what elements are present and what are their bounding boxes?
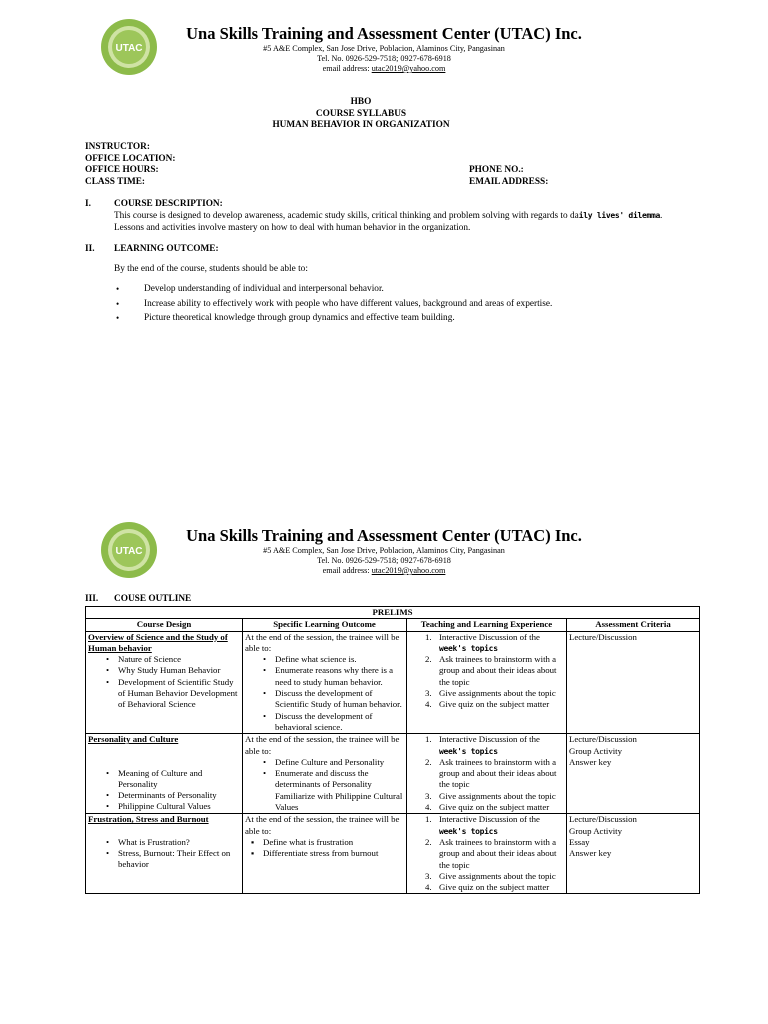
section3-heading: COUSE OUTLINE (114, 594, 192, 604)
item-number: 3. (425, 790, 432, 801)
course-description (114, 210, 714, 234)
phone-label: PHONE NO.: (469, 165, 524, 175)
org-email-link[interactable]: utac2019@yahoo.com (371, 566, 446, 575)
description-text-a: This course is designed to develop awareness, academic study skills, critical thinking and problem solving with regards to da (114, 211, 579, 221)
outcome-intro: At the end of the session, the trainee will be able to: (245, 734, 400, 756)
assessment-item: Lecture/Discussion (569, 734, 637, 745)
email-label: email address: (322, 64, 370, 73)
office-location-label: OFFICE LOCATION: (85, 153, 176, 164)
experience-text: Give quiz on the subject matter (439, 802, 550, 813)
title-line1: HBO (350, 97, 372, 107)
column-header: Assessment Criteria (567, 619, 700, 631)
org-email-line (0, 64, 768, 74)
subtopic-item: • What is Frustration? (118, 837, 240, 848)
topic-title: Frustration, Stress and Burnout (88, 814, 209, 825)
topic-title: Personality and Culture (88, 734, 179, 745)
experience-text: Give quiz on the subject matter (439, 699, 550, 710)
experience-text-b: week's topics (439, 826, 498, 836)
experience-list (409, 814, 564, 893)
subtopic-item: • Nature of Science (118, 654, 240, 665)
table-row (86, 814, 700, 894)
experience-list (409, 734, 564, 813)
experience-item (425, 734, 564, 757)
learning-outcome-cell (243, 631, 407, 734)
title-line2: COURSE SYLLABUS (315, 108, 407, 119)
email-address-label: EMAIL ADDRESS: (469, 176, 549, 187)
assessment-item: Essay (569, 836, 590, 847)
assessment-item: Answer key (569, 756, 612, 767)
description-line2: Lessons and activities involve mastery on how to deal with human behavior in the organization. (114, 222, 471, 233)
title-line3: HUMAN BEHAVIOR IN ORGANIZATION (272, 120, 450, 130)
subtopic-item: • Determinants of Personality (118, 790, 240, 801)
course-outline-table (85, 606, 700, 894)
experience-cell (407, 814, 567, 894)
subtopic-item: • Why Study Human Behavior (118, 665, 240, 676)
item-number: 4. (425, 802, 432, 813)
section1-heading: COURSE DESCRIPTION: (114, 199, 223, 209)
outcome-item: • Discuss the development of Scientific Study of human behavior. (275, 688, 404, 711)
description-line1 (114, 210, 714, 223)
org-tel: Tel. No. 0926-529-7518; 0927-678-6918 (317, 54, 451, 63)
experience-item (425, 756, 564, 791)
experience-item (425, 790, 564, 802)
subtopic-list (88, 654, 240, 710)
course-design-cell (86, 631, 243, 734)
experience-text: Interactive Discussion of the (439, 734, 540, 745)
org-email-line (0, 566, 768, 576)
experience-text: Interactive Discussion of the (439, 631, 540, 642)
item-number: 1. (425, 631, 432, 642)
outcome-item: ▪ Define what is frustration (263, 837, 404, 848)
description-text-c: . (660, 211, 663, 221)
subtopic-item: • Stress, Burnout: Their Effect on behavior (118, 848, 240, 871)
assessment-cell (567, 734, 700, 814)
experience-text: Ask trainees to brainstorm with a group and about their ideas about the topic (439, 756, 557, 790)
experience-item (425, 688, 564, 699)
assessment-item: Answer key (569, 848, 612, 859)
item-number: 2. (425, 654, 432, 665)
org-email-link[interactable]: utac2019@yahoo.com (371, 64, 446, 73)
info-right (469, 165, 548, 188)
course-design-cell (86, 734, 243, 814)
experience-cell (407, 631, 567, 734)
experience-item (425, 631, 564, 655)
org-tel: Tel. No. 0926-529-7518; 0927-678-6918 (317, 556, 451, 565)
experience-item (425, 836, 564, 871)
column-header: Specific Learning Outcome (243, 619, 407, 631)
subtopic-list (88, 837, 240, 871)
experience-item (425, 654, 564, 688)
outcome-item: • Develop understanding of individual and interpersonal behavior. (116, 282, 552, 297)
subtopic-item: • Philippine Cultural Values (118, 801, 240, 812)
outcome-intro: At the end of the session, the trainee will be able to: (245, 631, 400, 653)
assessment-item: Group Activity (569, 825, 623, 836)
experience-item (425, 814, 564, 837)
subtopic-item: • Meaning of Culture and Personality (118, 768, 240, 791)
info-left (85, 142, 175, 188)
outcome-item: • Enumerate and discuss the determinants of Personality Familiarize with Philippine Cultural Values (275, 768, 404, 813)
org-name: Una Skills Training and Assessment Center (UTAC) Inc. (186, 526, 582, 545)
experience-text: Give assignments about the topic (439, 790, 556, 801)
outcome-intro: At the end of the session, the trainee will be able to: (245, 814, 400, 836)
experience-list (409, 632, 564, 711)
experience-item (425, 699, 564, 710)
topic-title: Overview of Science and the Study of Human behavior (88, 631, 228, 653)
section1-number: I. (85, 199, 91, 209)
assessment-item: Lecture/Discussion (569, 631, 637, 642)
outcome-list (245, 757, 404, 813)
column-header: Teaching and Learning Experience (407, 619, 567, 631)
experience-text-b: week's topics (439, 643, 498, 653)
outcome-list (245, 654, 404, 733)
assessment-cell (567, 814, 700, 894)
experience-text: Ask trainees to brainstorm with a group and about their ideas about the topic (439, 654, 557, 687)
experience-text: Ask trainees to brainstorm with a group and about their ideas about the topic (439, 836, 557, 870)
org-name: Una Skills Training and Assessment Center (UTAC) Inc. (186, 24, 582, 43)
item-number: 3. (425, 688, 432, 699)
assessment-cell (567, 631, 700, 734)
svg-text:UTAC: UTAC (115, 43, 143, 54)
class-time-label: CLASS TIME: (85, 176, 146, 187)
assessment-item: Group Activity (569, 745, 623, 756)
column-header: Course Design (86, 619, 243, 631)
item-number: 4. (425, 699, 432, 710)
subtopic-item: • Development of Scientific Study of Human Behavior Development of Behavioral Science (118, 677, 240, 711)
subtopic-list (88, 768, 240, 813)
outcome-item: • Picture theoretical knowledge through group dynamics and effective team building. (116, 311, 552, 326)
learning-outcome-cell (243, 814, 407, 894)
section2-heading: LEARNING OUTCOME: (114, 244, 219, 254)
item-number: 1. (425, 814, 432, 825)
outcome-item: ▪ Differentiate stress from burnout (263, 848, 404, 859)
outcome-item: • Define Culture and Personality (275, 757, 404, 768)
section3-number: III. (85, 594, 99, 604)
item-number: 2. (425, 836, 432, 847)
table-row (86, 631, 700, 734)
table-row (86, 734, 700, 814)
experience-text: Give assignments about the topic (439, 870, 556, 881)
item-number: 4. (425, 882, 432, 893)
outcome-intro: By the end of the course, students should be able to: (114, 264, 308, 274)
item-number: 1. (425, 734, 432, 745)
org-address: #5 A&E Complex, San Jose Drive, Poblacion, Alaminos City, Pangasinan (263, 44, 505, 53)
experience-text: Give assignments about the topic (439, 688, 556, 699)
outcome-item: • Increase ability to effectively work with people who have different values, background and areas of expertise. (116, 297, 552, 312)
experience-item (425, 802, 564, 813)
outcome-list (245, 837, 404, 860)
email-label: email address: (322, 566, 370, 575)
svg-text:UTAC: UTAC (115, 546, 143, 557)
experience-text-b: week's topics (439, 746, 498, 756)
experience-text: Interactive Discussion of the (439, 814, 540, 825)
course-design-cell (86, 814, 243, 894)
outcome-item: • Define what science is. (275, 654, 404, 665)
org-address: #5 A&E Complex, San Jose Drive, Poblacion, Alaminos City, Pangasinan (263, 546, 505, 555)
experience-item (425, 882, 564, 893)
org-header-2 (0, 526, 768, 576)
outcome-item: • Discuss the development of behavioral science. (275, 711, 404, 734)
office-hours-label: OFFICE HOURS: (85, 165, 159, 175)
experience-item (425, 870, 564, 882)
experience-cell (407, 734, 567, 814)
syllabus-title (0, 97, 722, 132)
learning-outcome-cell (243, 734, 407, 814)
experience-text: Give quiz on the subject matter (439, 882, 550, 893)
section2-number: II. (85, 244, 95, 254)
item-number: 3. (425, 870, 432, 881)
assessment-item: Lecture/Discussion (569, 814, 637, 825)
org-header-1 (0, 24, 768, 74)
outcome-item: • Enumerate reasons why there is a need to study human behavior. (275, 665, 404, 688)
instructor-label: INSTRUCTOR: (85, 142, 150, 152)
description-text-b: ily lives' dilemma (578, 211, 661, 220)
item-number: 2. (425, 756, 432, 767)
learning-outcomes-list (116, 282, 552, 326)
period-header: PRELIMS (86, 607, 700, 619)
